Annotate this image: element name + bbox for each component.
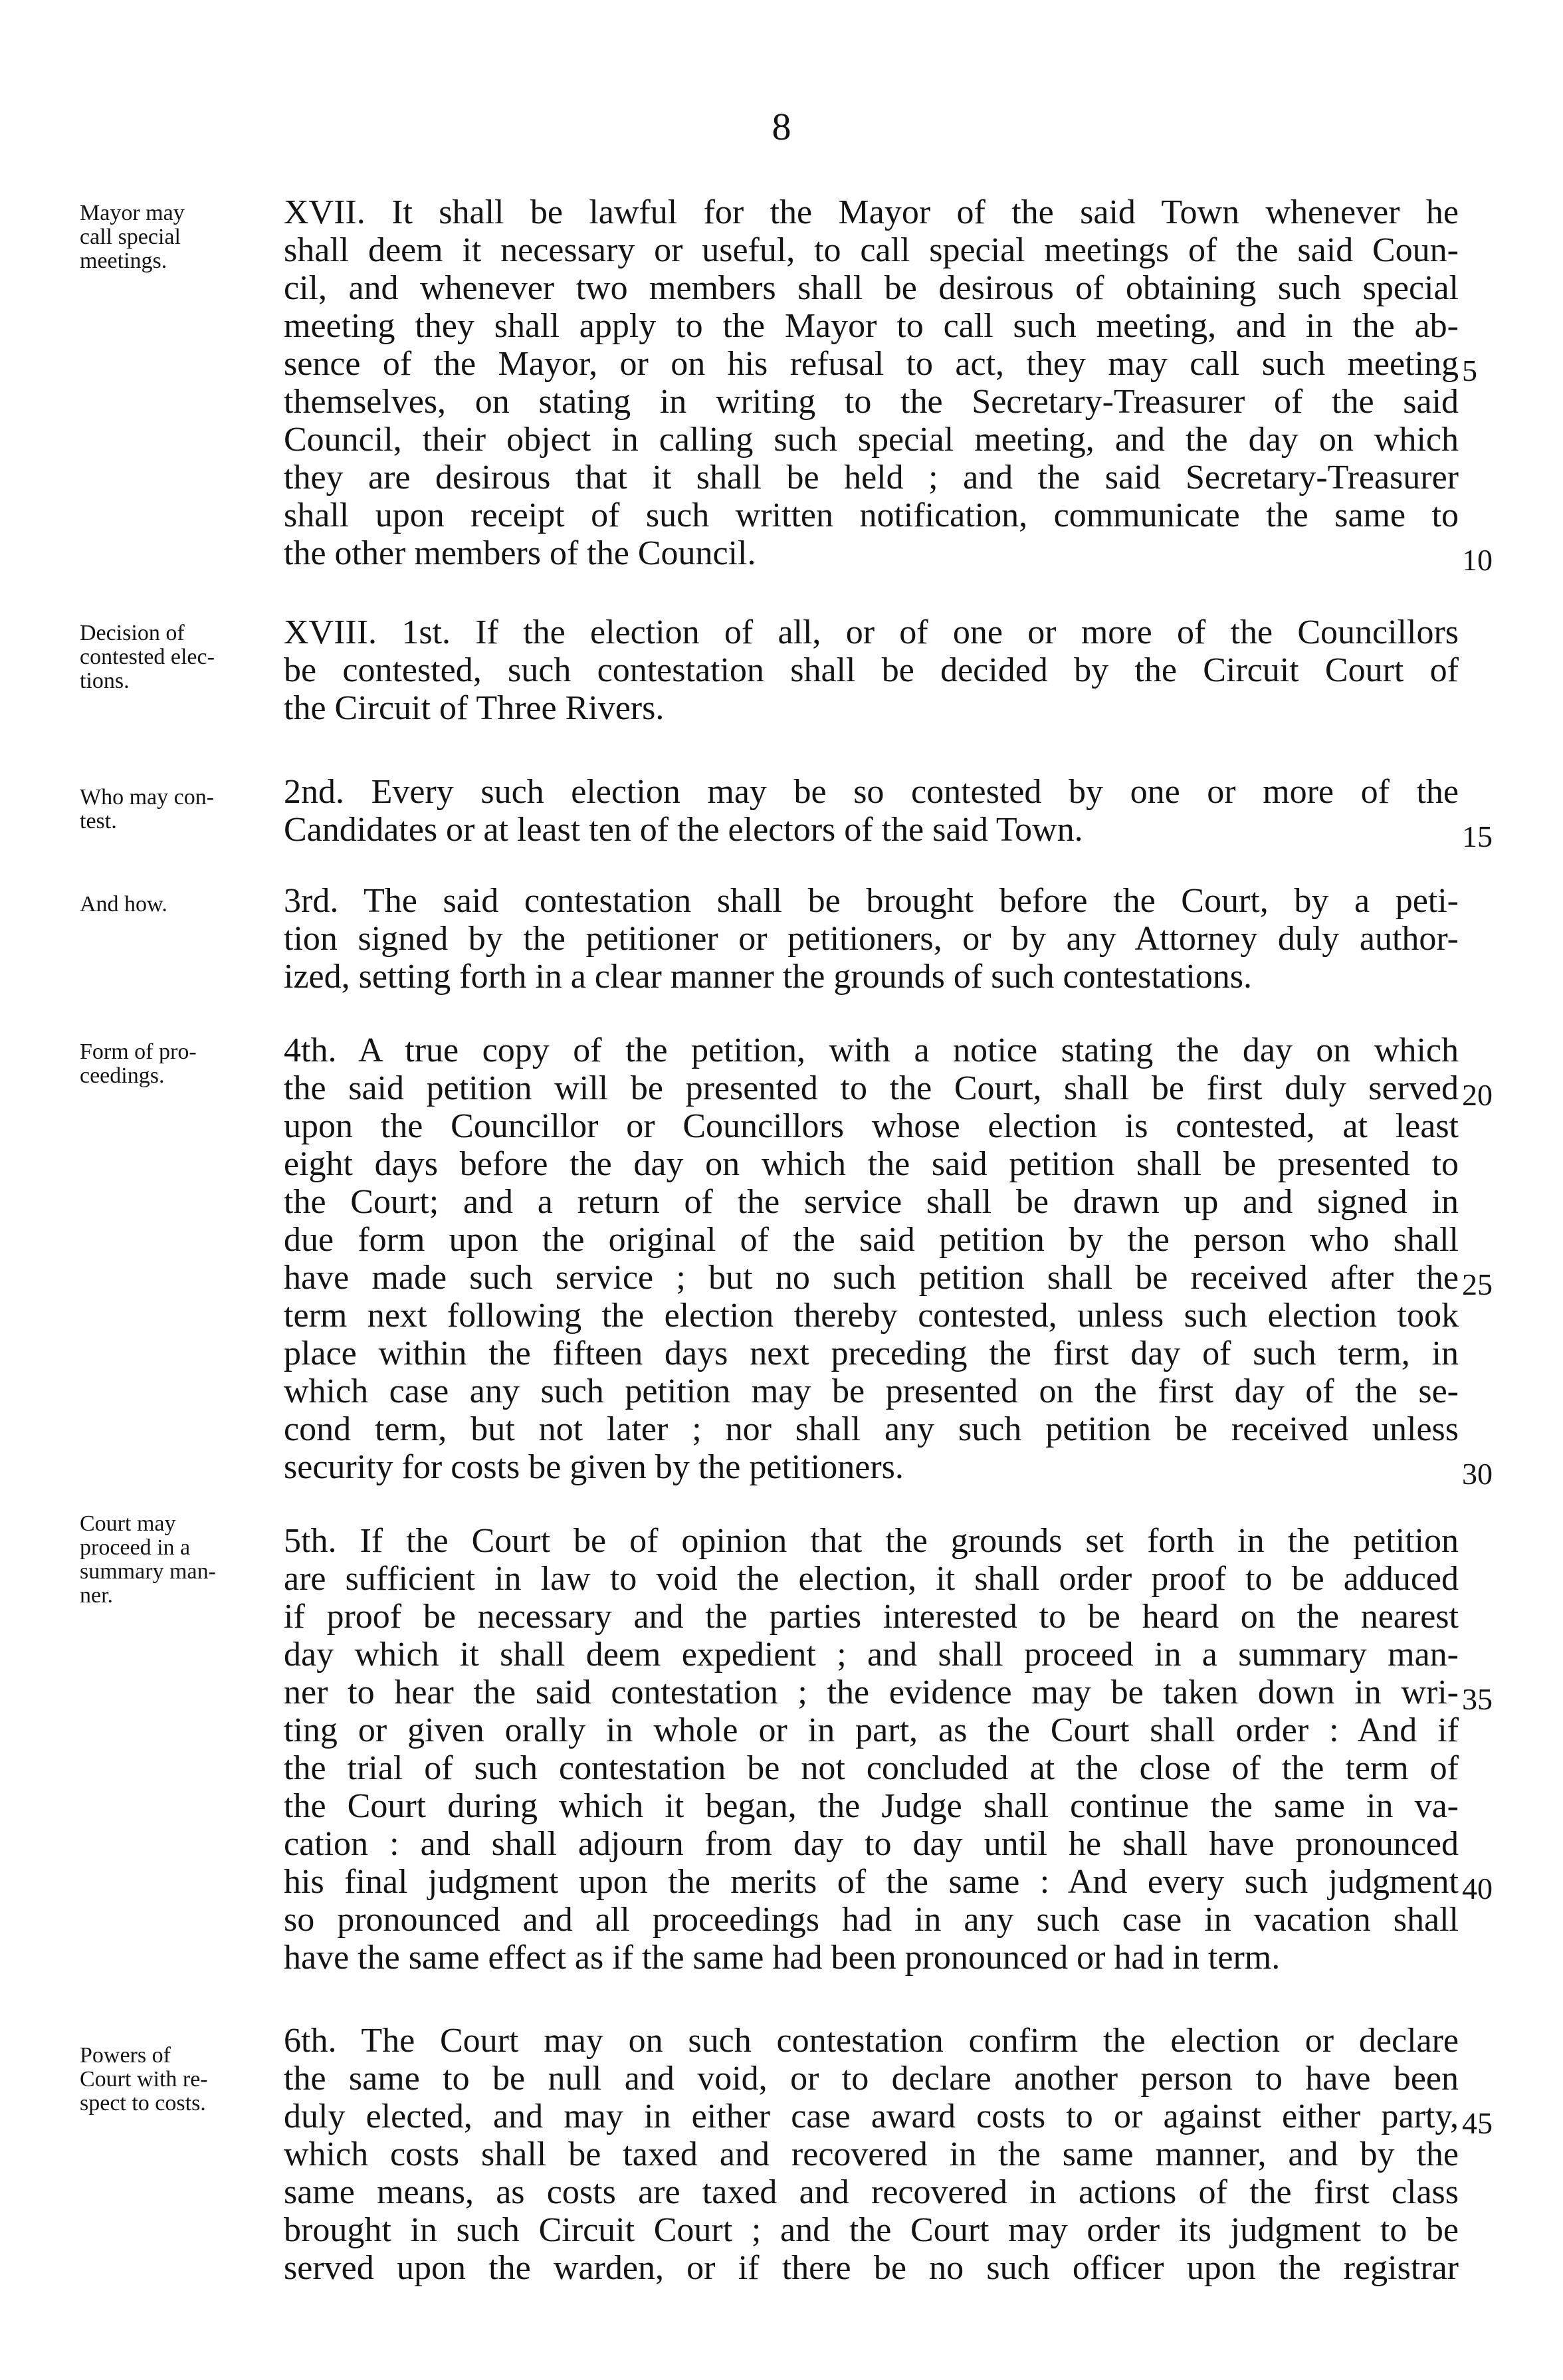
line-number: 15 <box>1462 819 1493 853</box>
body-line: have made such service ; but no such petition shall be received after the <box>284 1259 1459 1297</box>
body-line: 6th. The Court may on such contestation confirm the election or declare <box>284 2022 1459 2060</box>
page-number: 8 <box>772 105 791 148</box>
body-line: cond term, but not later ; nor shall any such petition be received unless <box>284 1410 1459 1448</box>
body-line: served upon the warden, or if there be no such officer upon the registrar <box>284 2249 1459 2287</box>
body-line: the other members of the Council. <box>284 534 756 572</box>
line-number: 45 <box>1462 2106 1493 2140</box>
line-number: 20 <box>1462 1078 1493 1112</box>
body-line: cil, and whenever two members shall be desirous of obtaining such special <box>284 269 1459 307</box>
body-line: due form upon the original of the said petition by the person who shall <box>284 1221 1459 1259</box>
body-line: be contested, such contestation shall be decided by the Circuit Court of <box>284 651 1459 689</box>
margin-note: Mayor may call special meetings. <box>80 201 185 273</box>
body-line: same means, as costs are taxed and recovered in actions of the first class <box>284 2173 1459 2211</box>
line-number: 35 <box>1462 1682 1493 1716</box>
body-line: 3rd. The said contestation shall be brought before the Court, by a peti- <box>284 882 1459 920</box>
line-number: 25 <box>1462 1267 1493 1301</box>
body-line: place within the fifteen days next preceding the first day of such term, in <box>284 1335 1459 1372</box>
body-line: term next following the election thereby contested, unless such election took <box>284 1297 1459 1335</box>
margin-note: Form of pro- ceedings. <box>80 1039 197 1088</box>
body-line: Council, their object in calling such special meeting, and the day on which <box>284 421 1459 459</box>
body-line: 5th. If the Court be of opinion that the grounds set forth in the petition <box>284 1522 1459 1560</box>
line-number: 40 <box>1462 1872 1493 1905</box>
body-line: the Court during which it began, the Judge shall continue the same in va- <box>284 1787 1459 1825</box>
body-line: tion signed by the petitioner or petitioners, or by any Attorney duly author- <box>284 920 1459 958</box>
line-number: 5 <box>1462 354 1477 387</box>
body-line: the same to be null and void, or to declare another person to have been <box>284 2060 1459 2098</box>
body-line: day which it shall deem expedient ; and shall proceed in a summary man- <box>284 1636 1459 1674</box>
margin-note: And how. <box>80 892 167 917</box>
body-line: cation : and shall adjourn from day to day until he shall have pronounced <box>284 1825 1459 1863</box>
body-line: XVIII. 1st. If the election of all, or of one or more of the Councillors <box>284 613 1459 651</box>
body-line: his final judgment upon the merits of the same : And every such judgment <box>284 1863 1459 1901</box>
body-line: 4th. A true copy of the petition, with a notice stating the day on which <box>284 1031 1459 1069</box>
line-number: 10 <box>1462 543 1493 577</box>
body-line: so pronounced and all proceedings had in any such case in vacation shall <box>284 1901 1459 1939</box>
margin-note: Powers of Court with re- spect to costs. <box>80 2043 208 2115</box>
margin-note: Who may con- test. <box>80 785 215 833</box>
body-line: eight days before the day on which the said petition shall be presented to <box>284 1145 1459 1183</box>
body-line: upon the Councillor or Councillors whose election is contested, at least <box>284 1107 1459 1145</box>
body-line: meeting they shall apply to the Mayor to call such meeting, and in the ab- <box>284 307 1459 345</box>
body-line: the Court; and a return of the service shall be drawn up and signed in <box>284 1183 1459 1221</box>
body-line: which costs shall be taxed and recovered in the same manner, and by the <box>284 2135 1459 2173</box>
body-line: brought in such Circuit Court ; and the Court may order its judgment to be <box>284 2211 1459 2249</box>
body-line: they are desirous that it shall be held ; and the said Secretary-Treasurer <box>284 459 1459 496</box>
body-line: the said petition will be presented to the Court, shall be first duly served <box>284 1069 1459 1107</box>
body-line: duly elected, and may in either case award costs to or against either party, <box>284 2098 1459 2135</box>
body-line: ner to hear the said contestation ; the evidence may be taken down in wri- <box>284 1674 1459 1711</box>
body-line: sence of the Mayor, or on his refusal to act, they may call such meeting <box>284 345 1459 383</box>
body-line: Candidates or at least ten of the electors of the said Town. <box>284 811 1083 849</box>
body-line: have the same effect as if the same had been pronounced or had in term. <box>284 1939 1281 1977</box>
body-line: the Circuit of Three Rivers. <box>284 689 665 727</box>
body-line: XVII. It shall be lawful for the Mayor of the said Town whenever he <box>284 193 1459 231</box>
body-line: ized, setting forth in a clear manner the grounds of such contestations. <box>284 958 1253 996</box>
body-line: which case any such petition may be presented on the first day of the se- <box>284 1372 1459 1410</box>
body-line: 2nd. Every such election may be so contested by one or more of the <box>284 773 1459 811</box>
body-line: are sufficient in law to void the election, it shall order proof to be adduced <box>284 1560 1459 1598</box>
body-line: shall deem it necessary or useful, to call special meetings of the said Coun- <box>284 231 1459 269</box>
body-line: themselves, on stating in writing to the Secretary-Treasurer of the said <box>284 383 1459 421</box>
body-line: shall upon receipt of such written notification, communicate the same to <box>284 496 1459 534</box>
body-line: security for costs be given by the petitioners. <box>284 1448 904 1486</box>
body-line: the trial of such contestation be not concluded at the close of the term of <box>284 1749 1459 1787</box>
margin-note: Decision of contested elec- tions. <box>80 621 215 693</box>
margin-note: Court may proceed in a summary man- ner. <box>80 1511 216 1608</box>
body-line: ting or given orally in whole or in part, as the Court shall order : And if <box>284 1711 1459 1749</box>
line-number: 30 <box>1462 1457 1493 1491</box>
body-line: if proof be necessary and the parties interested to be heard on the nearest <box>284 1598 1459 1636</box>
